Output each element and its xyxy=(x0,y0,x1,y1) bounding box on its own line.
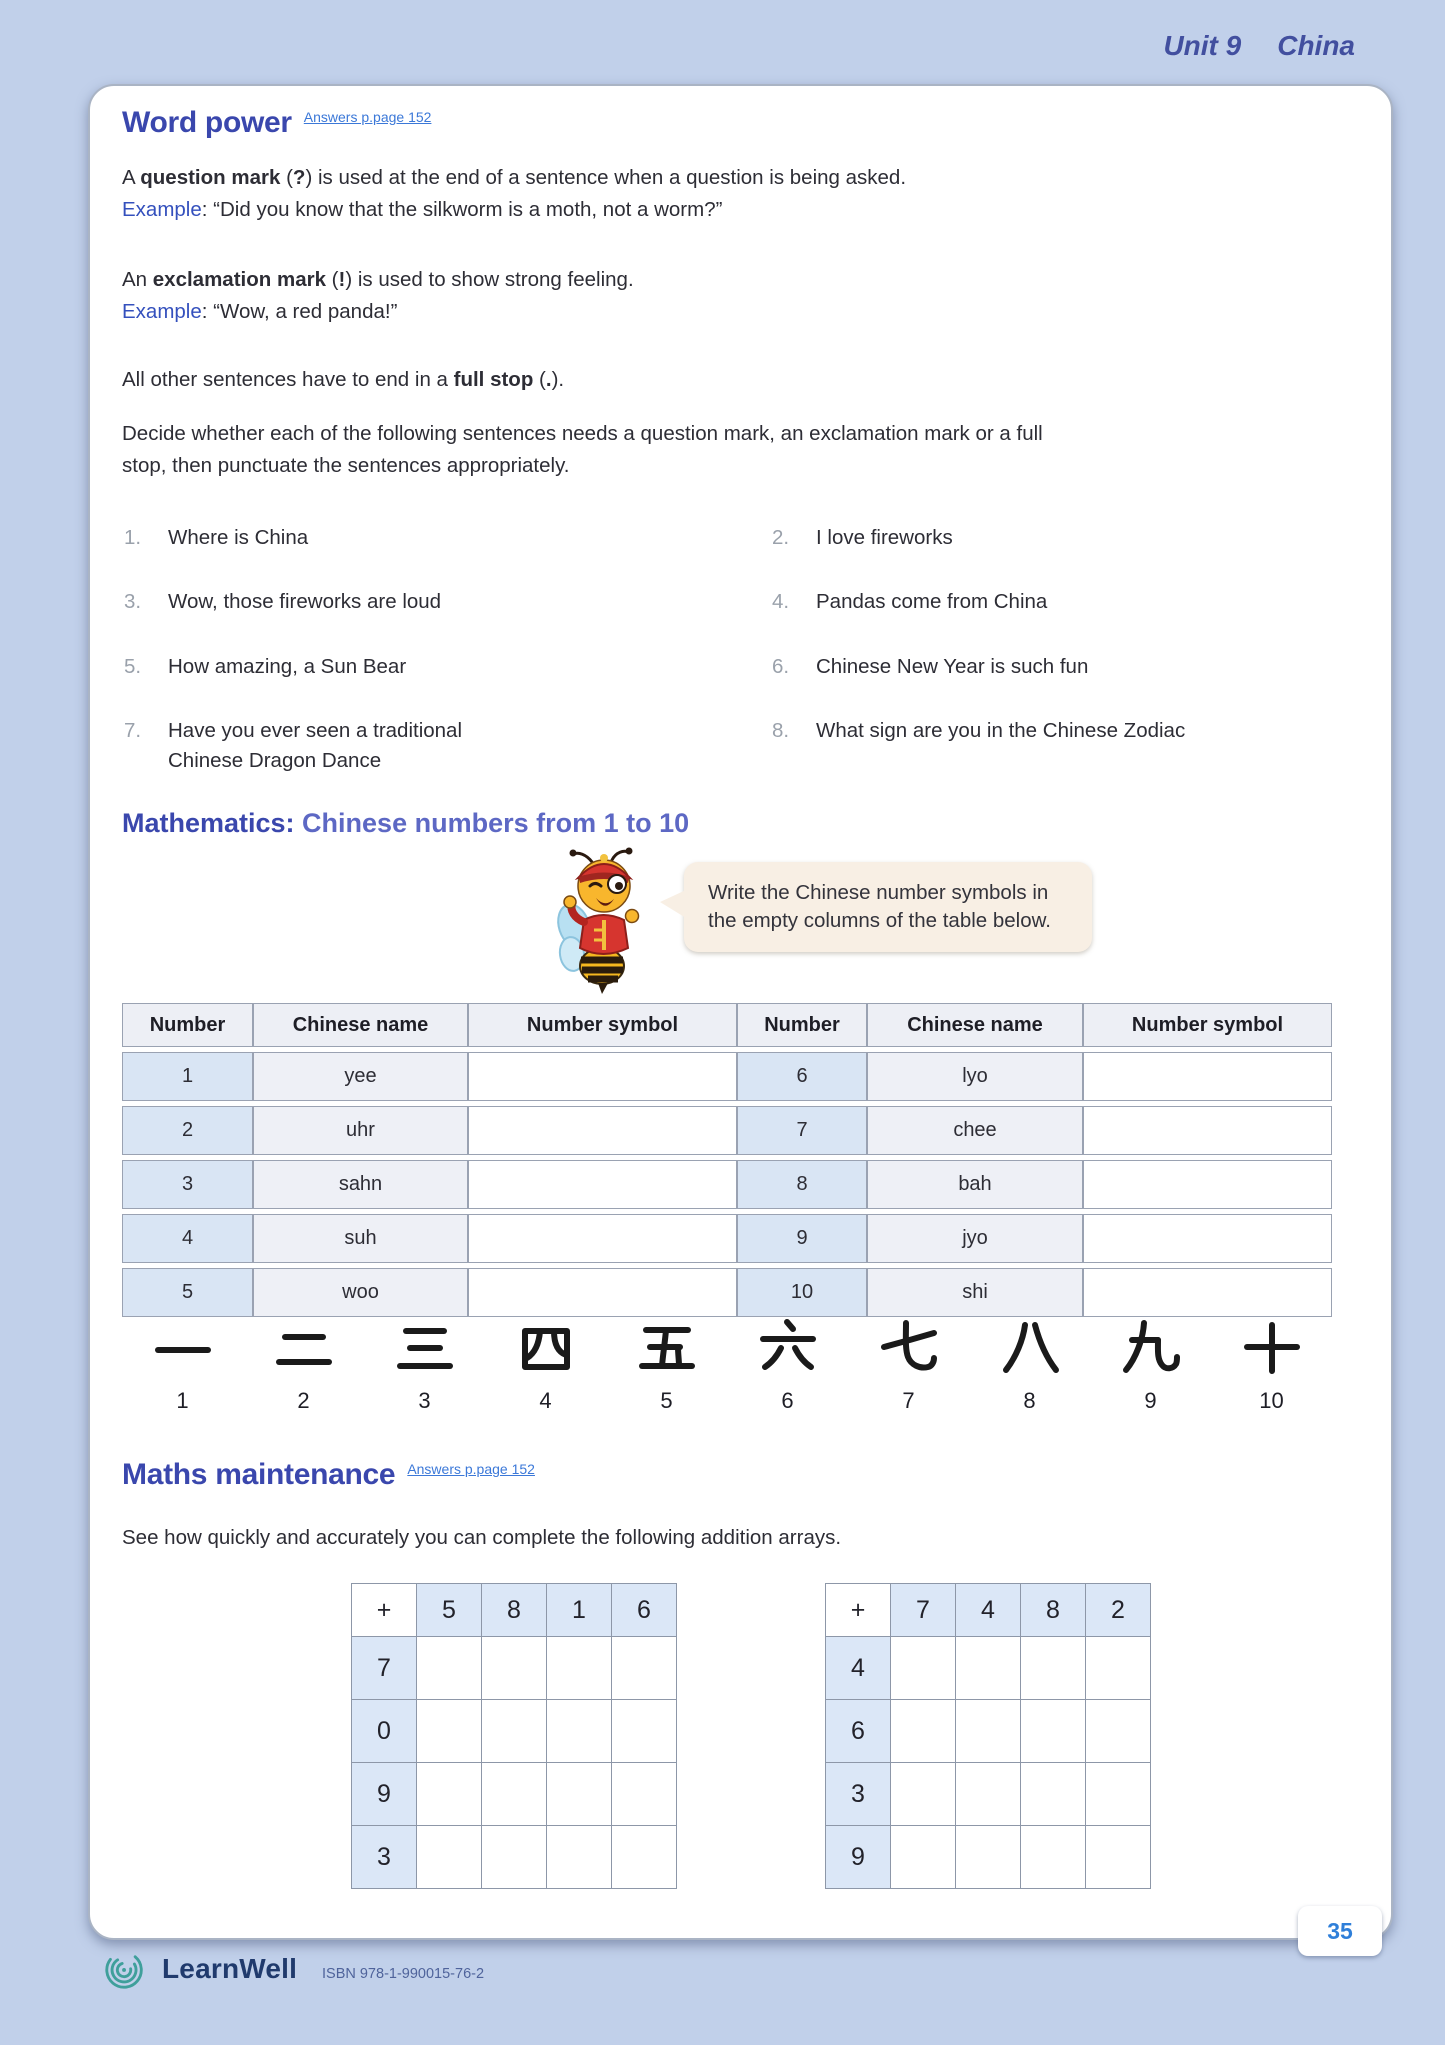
grid-row xyxy=(826,1637,1151,1700)
answer-cell[interactable] xyxy=(417,1763,482,1826)
answer-cell[interactable] xyxy=(891,1700,956,1763)
sentence-item-2 xyxy=(772,523,1292,553)
item-text: I love fireworks xyxy=(816,526,953,549)
numeral-label: 3 xyxy=(418,1388,431,1413)
numbers-table xyxy=(122,998,1332,1322)
grid-row xyxy=(826,1700,1151,1763)
table-row xyxy=(122,1268,1332,1317)
answer-cell[interactable] xyxy=(482,1637,547,1700)
sentence-item-5 xyxy=(124,652,664,682)
item-number: 7. xyxy=(124,719,142,742)
answer-cell[interactable] xyxy=(482,1826,547,1889)
col-header-cell: 5 xyxy=(417,1584,482,1637)
answer-cell[interactable] xyxy=(612,1700,677,1763)
chinese-numeral-2 xyxy=(243,1316,364,1414)
col-header: Number xyxy=(737,1003,867,1047)
answer-cell[interactable] xyxy=(417,1700,482,1763)
name-cell: sahn xyxy=(253,1160,468,1209)
answer-cell[interactable] xyxy=(1083,1052,1332,1101)
numeral-label: 7 xyxy=(902,1388,915,1413)
item-number: 8. xyxy=(772,719,790,742)
answer-cell[interactable] xyxy=(612,1826,677,1889)
number-cell: 1 xyxy=(122,1052,253,1101)
answer-cell[interactable] xyxy=(1021,1826,1086,1889)
answer-cell[interactable] xyxy=(891,1637,956,1700)
answer-cell[interactable] xyxy=(468,1052,737,1101)
name-cell: woo xyxy=(253,1268,468,1317)
grid-row xyxy=(352,1826,677,1889)
chinese-numeral-5 xyxy=(606,1316,727,1414)
number-cell: 5 xyxy=(122,1268,253,1317)
mathematics-subtitle: Chinese numbers from 1 to 10 xyxy=(294,808,690,838)
table-row xyxy=(122,1052,1332,1101)
numeral-label: 2 xyxy=(297,1388,310,1413)
col-header: Number symbol xyxy=(468,1003,737,1047)
full-stop-rule: All other sentences have to end in a full stop (.). xyxy=(122,368,565,391)
chinese-numeral-2-icon xyxy=(272,1316,336,1380)
question-mark-rule xyxy=(122,162,1302,226)
answer-cell[interactable] xyxy=(547,1826,612,1889)
answer-cell[interactable] xyxy=(1086,1700,1151,1763)
row-header-cell: 4 xyxy=(826,1637,891,1700)
chinese-numeral-5-icon xyxy=(635,1316,699,1380)
sentence-item-7 xyxy=(124,716,524,776)
chinese-numerals-strip xyxy=(122,1316,1332,1414)
chinese-numeral-7-icon xyxy=(877,1316,941,1380)
col-header-cell: 8 xyxy=(1021,1584,1086,1637)
col-header-cell: 7 xyxy=(891,1584,956,1637)
grid-row xyxy=(826,1826,1151,1889)
numeral-label: 8 xyxy=(1023,1388,1036,1413)
chinese-numeral-10-icon xyxy=(1240,1316,1304,1380)
grid-header-row xyxy=(826,1584,1151,1637)
item-text: How amazing, a Sun Bear xyxy=(168,655,407,678)
number-cell: 9 xyxy=(737,1214,867,1263)
table-row xyxy=(122,1214,1332,1263)
item-number: 5. xyxy=(124,655,142,678)
chinese-numeral-8-icon xyxy=(998,1316,1062,1380)
numeral-label: 10 xyxy=(1259,1388,1284,1413)
chinese-numeral-7 xyxy=(848,1316,969,1414)
rule-example: Example: “Wow, a red panda!” xyxy=(122,300,398,323)
numeral-label: 9 xyxy=(1144,1388,1157,1413)
table-row xyxy=(122,1160,1332,1209)
item-text: Chinese New Year is such fun xyxy=(816,655,1089,678)
name-cell: chee xyxy=(867,1106,1083,1155)
chinese-numeral-1-icon xyxy=(151,1316,215,1380)
word-power-answers-link[interactable]: Answers p.page 152 xyxy=(303,109,432,125)
row-header-cell: 3 xyxy=(352,1826,417,1889)
addition-grid-right xyxy=(825,1583,1151,1889)
answer-cell[interactable] xyxy=(612,1763,677,1826)
answer-cell[interactable] xyxy=(1083,1160,1332,1209)
mathematics-label: Mathematics: xyxy=(122,808,295,838)
chinese-numeral-8 xyxy=(969,1316,1090,1414)
item-text: Pandas come from China xyxy=(816,590,1048,613)
speech-bubble xyxy=(684,862,1092,952)
answer-cell[interactable] xyxy=(468,1214,737,1263)
row-header-cell: 6 xyxy=(826,1700,891,1763)
item-number: 6. xyxy=(772,655,790,678)
rule-line: A question mark (?) is used at the end of a sentence when a question is being asked. xyxy=(122,166,907,189)
row-header-cell: 9 xyxy=(826,1826,891,1889)
answer-cell[interactable] xyxy=(1083,1268,1332,1317)
number-cell: 10 xyxy=(737,1268,867,1317)
unit-header xyxy=(1163,30,1355,62)
name-cell: yee xyxy=(253,1052,468,1101)
numeral-label: 5 xyxy=(660,1388,673,1413)
answer-cell[interactable] xyxy=(1021,1700,1086,1763)
row-header-cell: 0 xyxy=(352,1700,417,1763)
answer-cell[interactable] xyxy=(547,1700,612,1763)
sentence-item-1 xyxy=(124,523,664,553)
sentence-item-3 xyxy=(124,587,664,617)
answer-cell[interactable] xyxy=(547,1763,612,1826)
answer-cell[interactable] xyxy=(956,1637,1021,1700)
answer-cell[interactable] xyxy=(1086,1763,1151,1826)
name-cell: suh xyxy=(253,1214,468,1263)
sentence-item-8 xyxy=(772,716,1292,746)
operator-cell: + xyxy=(352,1584,417,1637)
answer-cell[interactable] xyxy=(482,1763,547,1826)
numeral-label: 6 xyxy=(781,1388,794,1413)
operator-cell: + xyxy=(826,1584,891,1637)
answer-cell[interactable] xyxy=(956,1763,1021,1826)
grid-header-row xyxy=(352,1584,677,1637)
maths-maintenance-instruction: See how quickly and accurately you can complete the following addition arrays. xyxy=(122,1526,842,1549)
unit-label: Unit 9 xyxy=(1163,30,1242,61)
chinese-numeral-1 xyxy=(122,1316,243,1414)
number-cell: 7 xyxy=(737,1106,867,1155)
col-header: Chinese name xyxy=(253,1003,468,1047)
number-cell: 8 xyxy=(737,1160,867,1209)
chinese-numeral-3-icon xyxy=(393,1316,457,1380)
maths-maintenance-answers-link[interactable]: Answers p.page 152 xyxy=(407,1461,535,1477)
grid-row xyxy=(352,1700,677,1763)
col-header-cell: 2 xyxy=(1086,1584,1151,1637)
rule-example: Example: “Did you know that the silkworm is a moth, not a worm?” xyxy=(122,198,723,221)
item-number: 4. xyxy=(772,590,790,613)
page-number: 35 xyxy=(1327,1917,1353,1944)
numeral-label: 1 xyxy=(176,1388,189,1413)
numbers-table-header-row xyxy=(122,1003,1332,1047)
brand-logo xyxy=(102,1946,297,1992)
item-number: 2. xyxy=(772,526,790,549)
col-header: Number symbol xyxy=(1083,1003,1332,1047)
speech-bubble-text: Write the Chinese number symbols in the empty columns of the table below. xyxy=(708,881,1052,932)
answer-cell[interactable] xyxy=(1083,1106,1332,1155)
learnwell-logo-icon xyxy=(102,1946,148,1992)
item-text: What sign are you in the Chinese Zodiac xyxy=(816,719,1186,742)
item-text: Where is China xyxy=(168,526,309,549)
answer-cell[interactable] xyxy=(468,1268,737,1317)
col-header-cell: 8 xyxy=(482,1584,547,1637)
number-cell: 2 xyxy=(122,1106,253,1155)
number-cell: 6 xyxy=(737,1052,867,1101)
answer-cell[interactable] xyxy=(468,1160,737,1209)
bee-mascot-icon xyxy=(548,844,656,994)
answer-cell[interactable] xyxy=(417,1826,482,1889)
unit-name: China xyxy=(1277,30,1355,61)
answer-cell[interactable] xyxy=(1021,1637,1086,1700)
grid-row xyxy=(352,1637,677,1700)
chinese-numeral-4 xyxy=(485,1316,606,1414)
answer-cell[interactable] xyxy=(891,1826,956,1889)
col-header-cell: 1 xyxy=(547,1584,612,1637)
isbn-text: ISBN 978-1-990015-76-2 xyxy=(322,1966,485,1982)
chinese-numeral-6-icon xyxy=(756,1316,820,1380)
name-cell: lyo xyxy=(867,1052,1083,1101)
item-number: 3. xyxy=(124,590,142,613)
row-header-cell: 9 xyxy=(352,1763,417,1826)
word-power-title: Word power xyxy=(122,106,292,139)
answer-cell[interactable] xyxy=(956,1700,1021,1763)
chinese-numeral-6 xyxy=(727,1316,848,1414)
answer-cell[interactable] xyxy=(1021,1763,1086,1826)
answer-cell[interactable] xyxy=(1086,1637,1151,1700)
name-cell: bah xyxy=(867,1160,1083,1209)
row-header-cell: 7 xyxy=(352,1637,417,1700)
item-text: Have you ever seen a traditional Chinese Dragon Dance xyxy=(168,719,463,772)
chinese-numeral-9-icon xyxy=(1119,1316,1183,1380)
answer-cell[interactable] xyxy=(1083,1214,1332,1263)
sentence-item-4 xyxy=(772,587,1292,617)
grid-row xyxy=(352,1763,677,1826)
number-cell: 3 xyxy=(122,1160,253,1209)
row-header-cell: 3 xyxy=(826,1763,891,1826)
word-power-heading xyxy=(122,106,431,140)
addition-grid-left xyxy=(351,1583,677,1889)
name-cell: uhr xyxy=(253,1106,468,1155)
col-header-cell: 6 xyxy=(612,1584,677,1637)
page-number-badge xyxy=(1298,1906,1382,1956)
numeral-label: 4 xyxy=(539,1388,552,1413)
answer-cell[interactable] xyxy=(612,1637,677,1700)
maths-maintenance-title: Maths maintenance xyxy=(122,1458,396,1491)
chinese-numeral-9 xyxy=(1090,1316,1211,1414)
exclamation-mark-rule xyxy=(122,264,1302,328)
answer-cell[interactable] xyxy=(468,1106,737,1155)
answer-cell[interactable] xyxy=(891,1763,956,1826)
col-header: Chinese name xyxy=(867,1003,1083,1047)
grid-row xyxy=(826,1763,1151,1826)
answer-cell[interactable] xyxy=(417,1637,482,1700)
name-cell: shi xyxy=(867,1268,1083,1317)
answer-cell[interactable] xyxy=(482,1700,547,1763)
sentence-item-6 xyxy=(772,652,1292,682)
chinese-numeral-10 xyxy=(1211,1316,1332,1414)
item-text: Wow, those fireworks are loud xyxy=(168,590,442,613)
number-cell: 4 xyxy=(122,1214,253,1263)
answer-cell[interactable] xyxy=(1086,1826,1151,1889)
chinese-numeral-3 xyxy=(364,1316,485,1414)
word-power-instruction: Decide whether each of the following sentences needs a question mark, an exclamation mark or a full stop, then punctuate the sentences appropriately. xyxy=(122,422,1043,477)
answer-cell[interactable] xyxy=(547,1637,612,1700)
item-number: 1. xyxy=(124,526,142,549)
col-header: Number xyxy=(122,1003,253,1047)
name-cell: jyo xyxy=(867,1214,1083,1263)
table-row xyxy=(122,1106,1332,1155)
mathematics-heading xyxy=(122,808,689,839)
maths-maintenance-heading xyxy=(122,1458,535,1492)
answer-cell[interactable] xyxy=(956,1826,1021,1889)
rule-line: An exclamation mark (!) is used to show strong feeling. xyxy=(122,268,634,291)
brand-name: LearnWell xyxy=(162,1953,298,1984)
worksheet-card xyxy=(88,84,1393,1940)
col-header-cell: 4 xyxy=(956,1584,1021,1637)
chinese-numeral-4-icon xyxy=(514,1316,578,1380)
